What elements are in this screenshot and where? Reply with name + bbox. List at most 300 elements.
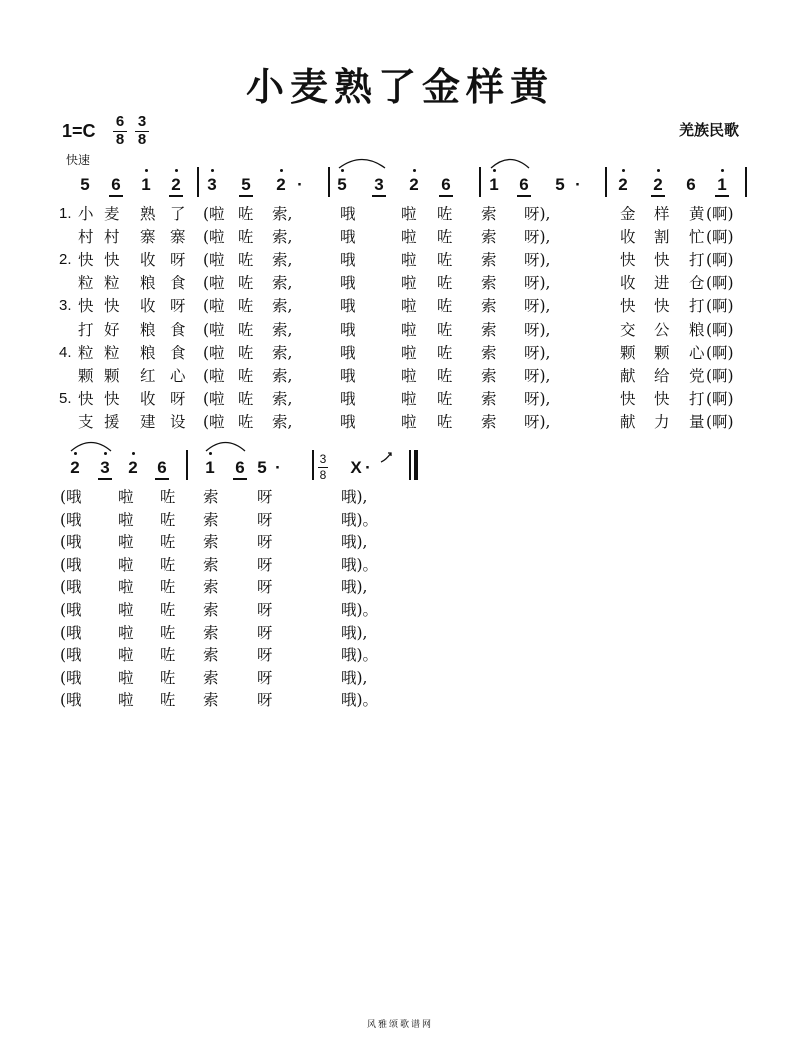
lyric-syllable: 呀 bbox=[257, 691, 273, 710]
lyric-syllable: 哦 bbox=[340, 366, 356, 385]
lyric-syllable: 啦 bbox=[401, 205, 417, 223]
lyric-syllable: 呀 bbox=[170, 389, 186, 408]
lyric-syllable: (哦 bbox=[60, 578, 82, 597]
octave-dot bbox=[209, 452, 212, 455]
note: 2 bbox=[128, 458, 138, 477]
lyric-syllable: 咗 bbox=[160, 601, 176, 619]
time-sig-1-denominator: 8 bbox=[115, 131, 125, 148]
lyric-syllable: 哦 bbox=[340, 320, 356, 339]
beam-underline bbox=[169, 195, 183, 197]
footer-source: 风雅颂歌谱网 bbox=[366, 1020, 433, 1030]
barline bbox=[312, 450, 314, 480]
lyric-syllable: 啦 bbox=[401, 412, 417, 431]
barline bbox=[328, 167, 330, 197]
lyric-syllable: 啦 bbox=[118, 601, 134, 619]
lyric-syllable: 献 bbox=[620, 366, 636, 385]
lyric-syllable: 食 bbox=[170, 343, 186, 362]
lyric-syllable: 哦), bbox=[341, 533, 368, 552]
lyric-syllable: 打 bbox=[78, 320, 94, 339]
octave-dot bbox=[145, 169, 148, 172]
lyric-syllable: (啦 bbox=[203, 389, 225, 408]
lyric-syllable: 哦), bbox=[341, 578, 368, 597]
lyric-syllable: (哦 bbox=[60, 555, 82, 574]
lyric-syllable: 咗 bbox=[238, 389, 254, 408]
lyric-syllable: 哦 bbox=[340, 228, 356, 247]
lyric-syllable: 呀 bbox=[170, 297, 186, 316]
lyric-syllable: 啦 bbox=[118, 510, 134, 529]
lyric-syllable: 咗 bbox=[437, 205, 453, 223]
lyric-syllable: (啊) bbox=[706, 389, 734, 408]
note: 2 bbox=[171, 175, 181, 194]
lyric-syllable: 咗 bbox=[437, 343, 453, 362]
octave-dot bbox=[280, 169, 283, 172]
lyric-syllable: 哦 bbox=[340, 343, 356, 362]
lyric-syllable: 哦)。 bbox=[341, 646, 379, 665]
slur-arc bbox=[70, 438, 112, 452]
lyric-syllable: 索, bbox=[272, 297, 293, 316]
beam-underline bbox=[715, 195, 729, 197]
glissando-mark-icon bbox=[380, 450, 394, 464]
lyric-syllable: 哦 bbox=[340, 251, 356, 270]
lyric-syllable: 粒 bbox=[78, 343, 94, 362]
note: 2 bbox=[276, 175, 286, 194]
lyric-syllable: 呀), bbox=[524, 412, 551, 431]
lyric-syllable: 颗 bbox=[654, 343, 670, 362]
final-barline-thick bbox=[414, 450, 418, 480]
lyric-syllable: (啦 bbox=[203, 205, 225, 223]
lyric-syllable: 好 bbox=[104, 320, 120, 339]
lyric-syllable: 索 bbox=[203, 488, 219, 506]
lyric-syllable: 颗 bbox=[78, 366, 94, 385]
lyric-syllable: 咗 bbox=[238, 320, 254, 339]
lyric-syllable: 索, bbox=[272, 320, 293, 339]
lyric-syllable: 咗 bbox=[160, 555, 176, 574]
note: 5 bbox=[257, 458, 267, 477]
lyric-syllable: 黄 bbox=[689, 205, 705, 223]
song-title: 小麦熟了金样黄 bbox=[245, 65, 554, 109]
lyric-syllable: 颗 bbox=[104, 366, 120, 385]
lyric-syllable: (哦 bbox=[60, 623, 82, 642]
lyric-syllable: 哦 bbox=[340, 412, 356, 431]
note: 3 bbox=[374, 175, 384, 194]
note: 5 bbox=[555, 175, 565, 194]
lyric-syllable: 索, bbox=[272, 274, 293, 293]
lyric-syllable: (哦 bbox=[60, 601, 82, 619]
lyric-syllable: (啦 bbox=[203, 343, 225, 362]
lyric-syllable: 快 bbox=[654, 251, 670, 270]
lyric-syllable: 哦)。 bbox=[341, 691, 379, 710]
lyric-syllable: 咗 bbox=[160, 488, 176, 506]
lyric-syllable: 力 bbox=[654, 412, 670, 431]
lyric-syllable: 哦 bbox=[340, 297, 356, 316]
beam-underline bbox=[439, 195, 453, 197]
note: 1 bbox=[489, 175, 499, 194]
lyric-syllable: 哦 bbox=[340, 389, 356, 408]
lyric-syllable: 咗 bbox=[437, 274, 453, 293]
lyric-syllable: 援 bbox=[104, 412, 120, 431]
lyric-syllable: 咗 bbox=[437, 366, 453, 385]
lyric-syllable: 快 bbox=[104, 297, 120, 316]
time-change-numerator: 3 bbox=[319, 452, 327, 466]
lyric-syllable: 咗 bbox=[160, 533, 176, 552]
lyric-syllable: 小 bbox=[78, 205, 94, 223]
lyric-syllable: 咗 bbox=[437, 389, 453, 408]
barline bbox=[745, 167, 747, 197]
lyric-syllable: 公 bbox=[654, 320, 670, 339]
octave-dot bbox=[493, 169, 496, 172]
lyric-syllable: 呀), bbox=[524, 320, 551, 339]
time-change-denominator: 8 bbox=[319, 468, 327, 482]
lyric-syllable: 啦 bbox=[401, 366, 417, 385]
lyric-syllable: 呀), bbox=[524, 251, 551, 270]
lyric-syllable: 仓 bbox=[689, 274, 705, 293]
lyric-syllable: (哦 bbox=[60, 691, 82, 710]
octave-dot bbox=[622, 169, 625, 172]
beam-underline bbox=[239, 195, 253, 197]
octave-dot bbox=[413, 169, 416, 172]
beam-underline bbox=[651, 195, 665, 197]
lyric-syllable: 快 bbox=[620, 389, 636, 408]
tempo-marking: 快速 bbox=[66, 153, 91, 167]
lyric-syllable: 粮 bbox=[140, 320, 156, 339]
octave-dot bbox=[721, 169, 724, 172]
lyric-syllable: 索 bbox=[481, 366, 497, 385]
lyric-syllable: 索 bbox=[203, 510, 219, 529]
lyric-syllable: 索, bbox=[272, 412, 293, 431]
octave-dot bbox=[175, 169, 178, 172]
note: 6 bbox=[519, 175, 529, 194]
verse-number: 3. bbox=[59, 297, 72, 315]
lyric-syllable: (啦 bbox=[203, 297, 225, 316]
lyric-syllable: 进 bbox=[654, 274, 670, 293]
lyric-syllable: 建 bbox=[140, 412, 156, 431]
lyric-syllable: 寨 bbox=[170, 228, 186, 247]
lyric-syllable: 呀), bbox=[524, 343, 551, 362]
lyric-syllable: 快 bbox=[654, 297, 670, 316]
lyric-syllable: 索 bbox=[481, 320, 497, 339]
lyric-syllable: 粮 bbox=[140, 343, 156, 362]
time-sig-2-denominator: 8 bbox=[137, 131, 147, 148]
lyric-syllable: 咗 bbox=[160, 510, 176, 529]
lyric-syllable: (啦 bbox=[203, 251, 225, 270]
lyric-syllable: (哦 bbox=[60, 488, 82, 506]
lyric-syllable: 呀 bbox=[257, 488, 273, 506]
octave-dot bbox=[74, 452, 77, 455]
lyric-syllable: (啊) bbox=[706, 343, 734, 362]
lyric-syllable: (啊) bbox=[706, 228, 734, 247]
lyric-syllable: 哦)。 bbox=[341, 510, 379, 529]
lyric-syllable: 红 bbox=[140, 366, 156, 385]
lyric-syllable: 啦 bbox=[118, 533, 134, 552]
lyric-syllable: 粒 bbox=[78, 274, 94, 293]
lyric-syllable: 设 bbox=[170, 412, 186, 431]
lyric-syllable: 哦), bbox=[341, 668, 368, 687]
lyric-syllable: 粒 bbox=[104, 343, 120, 362]
verse-number: 1. bbox=[59, 205, 72, 222]
lyric-syllable: 咗 bbox=[437, 412, 453, 431]
verse-number: 2. bbox=[59, 251, 72, 269]
note: 3 bbox=[207, 175, 217, 194]
lyric-syllable: 咗 bbox=[238, 205, 254, 223]
lyric-syllable: 支 bbox=[78, 412, 94, 431]
lyric-syllable: 啦 bbox=[401, 251, 417, 270]
lyric-syllable: (啦 bbox=[203, 228, 225, 247]
lyric-syllable: 啦 bbox=[118, 555, 134, 574]
lyric-syllable: 索 bbox=[481, 274, 497, 293]
lyric-syllable: 哦), bbox=[341, 488, 368, 506]
lyric-syllable: 咗 bbox=[160, 668, 176, 687]
lyric-syllable: 呀 bbox=[257, 646, 273, 665]
lyric-syllable: 啦 bbox=[118, 691, 134, 710]
lyric-syllable: 呀 bbox=[170, 251, 186, 270]
lyric-syllable: 索 bbox=[203, 601, 219, 619]
lyric-syllable: 哦 bbox=[340, 205, 356, 223]
lyric-syllable: 索 bbox=[481, 297, 497, 316]
lyric-syllable: 呀 bbox=[257, 555, 273, 574]
beam-underline bbox=[517, 195, 531, 197]
lyric-syllable: (啊) bbox=[706, 297, 734, 316]
lyric-syllable: (啊) bbox=[706, 320, 734, 339]
lyric-syllable: (啊) bbox=[706, 251, 734, 270]
lyric-syllable: 收 bbox=[140, 389, 156, 408]
lyric-syllable: 咗 bbox=[160, 578, 176, 597]
lyric-syllable: 哦)。 bbox=[341, 555, 379, 574]
lyric-syllable: 咗 bbox=[238, 251, 254, 270]
lyric-syllable: 索, bbox=[272, 228, 293, 247]
lyric-syllable: 咗 bbox=[160, 623, 176, 642]
lyric-syllable: 收 bbox=[140, 251, 156, 270]
lyric-syllable: 咗 bbox=[238, 366, 254, 385]
lyric-syllable: 心 bbox=[689, 343, 705, 362]
lyric-syllable: (哦 bbox=[60, 533, 82, 552]
lyric-syllable: 快 bbox=[620, 251, 636, 270]
lyric-syllable: 快 bbox=[104, 251, 120, 270]
lyric-syllable: 啦 bbox=[401, 320, 417, 339]
octave-dot bbox=[657, 169, 660, 172]
lyric-syllable: 啦 bbox=[401, 297, 417, 316]
lyric-syllable: 索 bbox=[203, 555, 219, 574]
lyric-syllable: (啦 bbox=[203, 274, 225, 293]
octave-dot bbox=[132, 452, 135, 455]
lyric-syllable: 呀 bbox=[257, 668, 273, 687]
lyric-syllable: 索, bbox=[272, 343, 293, 362]
note: 3 bbox=[100, 458, 110, 477]
lyric-syllable: 粮 bbox=[140, 274, 156, 293]
lyric-syllable: 呀), bbox=[524, 389, 551, 408]
lyric-syllable: 索 bbox=[481, 228, 497, 247]
note: 5 bbox=[241, 175, 251, 194]
lyric-syllable: 呀 bbox=[257, 510, 273, 529]
lyric-syllable: 村 bbox=[104, 228, 120, 247]
lyric-syllable: 索 bbox=[203, 668, 219, 687]
lyric-syllable: 哦)。 bbox=[341, 601, 379, 619]
note: 1 bbox=[205, 458, 215, 477]
lyric-syllable: 呀 bbox=[257, 623, 273, 642]
lyric-syllable: 索, bbox=[272, 389, 293, 408]
lyric-syllable: (哦 bbox=[60, 510, 82, 529]
lyric-syllable: 收 bbox=[620, 274, 636, 293]
lyric-syllable: 咗 bbox=[238, 412, 254, 431]
lyric-syllable: 熟 bbox=[140, 205, 156, 223]
lyric-syllable: 打 bbox=[689, 297, 705, 316]
note: 2 bbox=[409, 175, 419, 194]
lyric-syllable: 索 bbox=[481, 251, 497, 270]
lyric-syllable: 金 bbox=[620, 205, 636, 223]
lyric-syllable: 呀), bbox=[524, 228, 551, 247]
lyric-syllable: 了 bbox=[170, 205, 186, 223]
lyric-syllable: 咗 bbox=[238, 297, 254, 316]
lyric-syllable: 呀), bbox=[524, 297, 551, 316]
note: 1 bbox=[141, 175, 151, 194]
lyric-syllable: 索, bbox=[272, 366, 293, 385]
lyric-syllable: 啦 bbox=[118, 578, 134, 597]
lyric-syllable: 寨 bbox=[140, 228, 156, 247]
lyric-syllable: 收 bbox=[620, 228, 636, 247]
lyric-syllable: 呀 bbox=[257, 578, 273, 597]
lyric-syllable: 咗 bbox=[437, 320, 453, 339]
lyric-syllable: 咗 bbox=[160, 691, 176, 710]
note: 6 bbox=[157, 458, 167, 477]
lyric-syllable: 食 bbox=[170, 320, 186, 339]
lyric-syllable: 忙 bbox=[689, 228, 705, 247]
barline bbox=[605, 167, 607, 197]
lyric-syllable: (啦 bbox=[203, 412, 225, 431]
lyric-syllable: 快 bbox=[78, 389, 94, 408]
lyric-syllable: 快 bbox=[78, 297, 94, 316]
note: 2 bbox=[618, 175, 628, 194]
lyric-syllable: 心 bbox=[170, 366, 186, 385]
note: 1 bbox=[717, 175, 727, 194]
lyric-syllable: 咗 bbox=[437, 228, 453, 247]
note: · bbox=[575, 175, 581, 194]
note: 2 bbox=[70, 458, 80, 477]
lyric-syllable: 啦 bbox=[401, 274, 417, 293]
beam-underline bbox=[155, 478, 169, 480]
lyric-syllable: 啦 bbox=[118, 668, 134, 687]
lyric-syllable: 呀), bbox=[524, 205, 551, 223]
slur-arc bbox=[490, 155, 530, 169]
lyric-syllable: 索 bbox=[203, 578, 219, 597]
time-sig-1-numerator: 6 bbox=[115, 113, 125, 130]
lyric-syllable: 啦 bbox=[118, 488, 134, 506]
lyric-syllable: 啦 bbox=[401, 228, 417, 247]
note: 5 bbox=[337, 175, 347, 194]
lyric-syllable: 量 bbox=[689, 412, 705, 431]
lyric-syllable: 索 bbox=[203, 691, 219, 710]
lyric-syllable: 快 bbox=[654, 389, 670, 408]
lyric-syllable: 索 bbox=[203, 646, 219, 665]
lyric-syllable: 样 bbox=[654, 205, 670, 223]
lyric-syllable: 啦 bbox=[401, 389, 417, 408]
lyric-syllable: 索, bbox=[272, 205, 293, 223]
lyric-syllable: 索 bbox=[203, 623, 219, 642]
lyric-syllable: 割 bbox=[654, 228, 670, 247]
lyric-syllable: 交 bbox=[620, 320, 636, 339]
beam-underline bbox=[98, 478, 112, 480]
lyric-syllable: 快 bbox=[104, 389, 120, 408]
note: · bbox=[297, 175, 303, 194]
note: 6 bbox=[235, 458, 245, 477]
lyric-syllable: 麦 bbox=[104, 205, 120, 223]
lyric-syllable: (啦 bbox=[203, 366, 225, 385]
lyric-syllable: 索 bbox=[481, 412, 497, 431]
lyric-syllable: (啊) bbox=[706, 366, 734, 385]
octave-dot bbox=[104, 452, 107, 455]
slur-arc bbox=[205, 438, 246, 452]
lyric-syllable: 献 bbox=[620, 412, 636, 431]
beam-underline bbox=[109, 195, 123, 197]
lyric-syllable: (啊) bbox=[706, 412, 734, 431]
lyric-syllable: 颗 bbox=[620, 343, 636, 362]
verse-number: 4. bbox=[59, 343, 72, 361]
lyric-syllable: 粒 bbox=[104, 274, 120, 293]
song-origin: 羌族民歌 bbox=[679, 121, 740, 139]
lyric-syllable: 咗 bbox=[238, 343, 254, 362]
note: X bbox=[350, 458, 362, 477]
lyric-syllable: 党 bbox=[689, 366, 705, 385]
verse-number: 5. bbox=[59, 389, 72, 407]
lyric-syllable: 给 bbox=[654, 366, 670, 385]
lyric-syllable: 啦 bbox=[401, 343, 417, 362]
lyric-syllable: 收 bbox=[140, 297, 156, 316]
lyric-syllable: 啦 bbox=[118, 623, 134, 642]
lyric-syllable: (啦 bbox=[203, 320, 225, 339]
lyric-syllable: (啊) bbox=[706, 205, 734, 223]
lyric-syllable: 快 bbox=[620, 297, 636, 316]
note: 6 bbox=[111, 175, 121, 194]
octave-dot bbox=[341, 169, 344, 172]
lyric-syllable: 呀), bbox=[524, 366, 551, 385]
lyric-syllable: 索 bbox=[481, 389, 497, 408]
lyric-syllable: (啊) bbox=[706, 274, 734, 293]
lyric-syllable: 索 bbox=[481, 343, 497, 362]
slur-arc bbox=[338, 155, 386, 169]
lyric-syllable: 村 bbox=[78, 228, 94, 247]
barline bbox=[479, 167, 481, 197]
note: · bbox=[365, 458, 371, 477]
final-barline-thin bbox=[409, 450, 411, 480]
lyric-syllable: 呀 bbox=[257, 533, 273, 552]
lyric-syllable: (哦 bbox=[60, 646, 82, 665]
lyric-syllable: 呀 bbox=[257, 601, 273, 619]
lyric-syllable: 啦 bbox=[118, 646, 134, 665]
lyric-syllable: 打 bbox=[689, 389, 705, 408]
lyric-syllable: 食 bbox=[170, 274, 186, 293]
lyric-syllable: (哦 bbox=[60, 668, 82, 687]
note: 6 bbox=[686, 175, 696, 194]
key-signature: 1=C bbox=[62, 121, 96, 141]
note: 6 bbox=[441, 175, 451, 194]
lyric-syllable: 咗 bbox=[160, 646, 176, 665]
lyric-syllable: 咗 bbox=[437, 251, 453, 270]
beam-underline bbox=[233, 478, 247, 480]
lyric-syllable: 咗 bbox=[437, 297, 453, 316]
lyric-syllable: 呀), bbox=[524, 274, 551, 293]
beam-underline bbox=[372, 195, 386, 197]
lyric-syllable: 索 bbox=[481, 205, 497, 223]
note: 5 bbox=[80, 175, 90, 194]
octave-dot bbox=[211, 169, 214, 172]
lyric-syllable: 索, bbox=[272, 251, 293, 270]
note: · bbox=[275, 458, 281, 477]
note: 2 bbox=[653, 175, 663, 194]
lyric-syllable: 索 bbox=[203, 533, 219, 552]
time-sig-2-numerator: 3 bbox=[137, 113, 147, 130]
barline bbox=[197, 167, 199, 197]
lyric-syllable: 哦 bbox=[340, 274, 356, 293]
lyric-syllable: 打 bbox=[689, 251, 705, 270]
barline bbox=[186, 450, 188, 480]
